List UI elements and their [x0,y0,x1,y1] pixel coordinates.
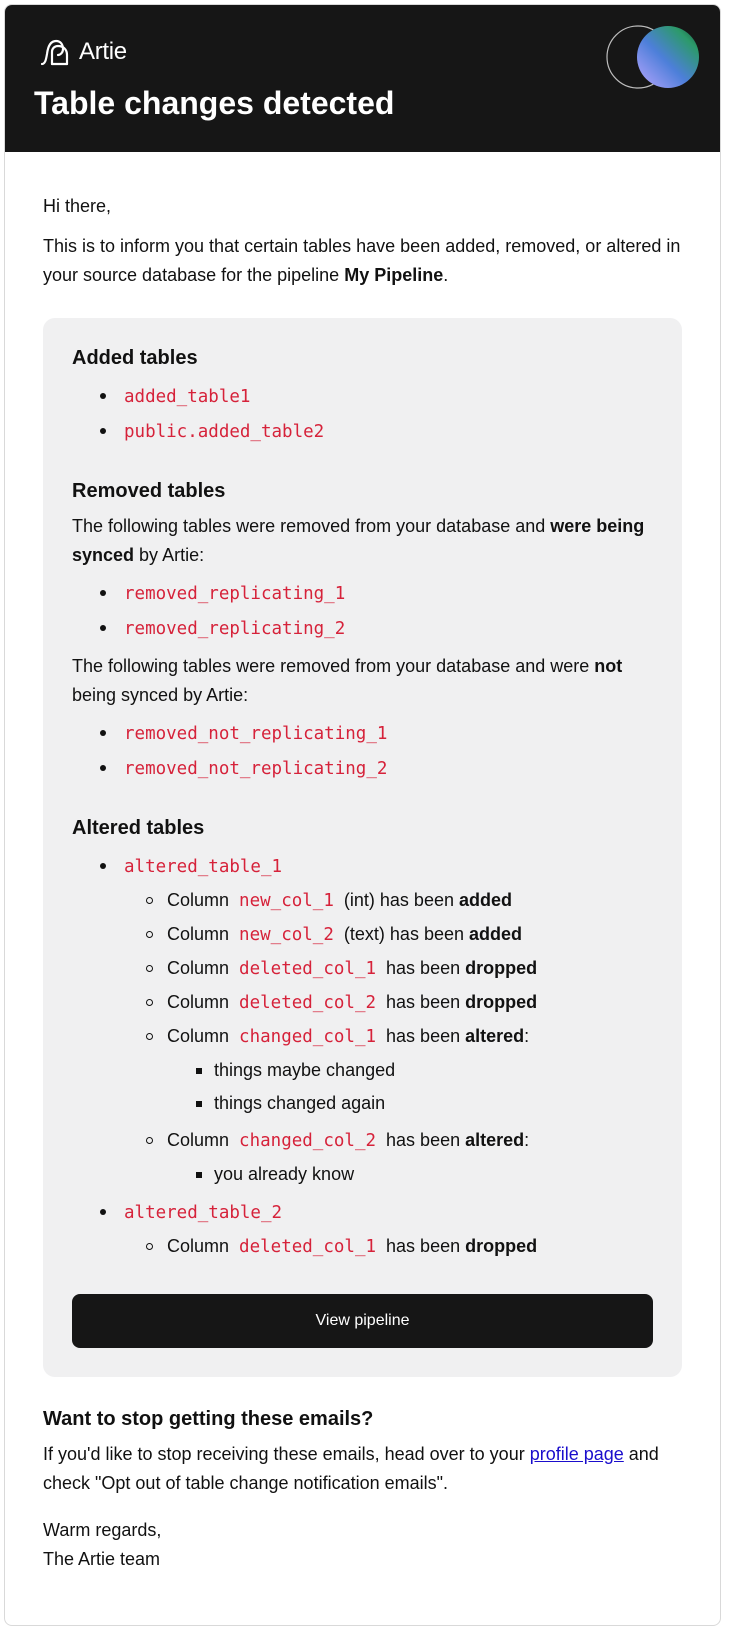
change-details-list [167,1054,653,1120]
opt-out-heading: Want to stop getting these emails? [43,1408,374,1430]
change-phrase: has been [386,1026,461,1046]
column-name: new_col_2 [239,925,334,945]
column-word: Column [167,992,230,1012]
signature: The Artie team [43,1549,161,1569]
greeting: Hi there, [43,196,112,216]
column-change [124,1230,653,1264]
brand-name: Artie [79,38,127,65]
change-action: added [469,924,523,944]
removed-synced-text: The following tables were removed from your database and [72,516,551,536]
removed-tables-heading: Removed tables [72,480,226,502]
removed-not-synced-bold: not [594,656,623,676]
removed-not-synced-paragraph [72,652,653,710]
altered-tables-list [72,849,653,1264]
column-name: new_col_1 [239,891,334,911]
column-word: Column [167,890,230,910]
pipeline-name: My Pipeline [344,265,444,285]
removed-synced-paragraph [72,512,653,570]
column-change [124,1124,653,1191]
table-name: altered_table_1 [124,857,283,877]
column-type: (text) [343,924,385,944]
column-change [124,918,653,952]
change-suffix: : [524,1026,530,1046]
decorative-orb-icon [604,23,704,91]
column-name: changed_col_1 [239,1027,377,1047]
artie-logo [39,38,127,66]
table-name: altered_table_2 [124,1203,283,1223]
change-action: dropped [465,958,538,978]
column-changes-list [72,884,653,1191]
table-name: removed_not_replicating_1 [124,724,388,744]
column-change [124,952,653,986]
column-word: Column [167,924,230,944]
change-detail: things changed again [167,1087,653,1120]
removed-not-synced-list [72,716,653,786]
change-phrase: has been [379,890,454,910]
removed-synced-bold: were being synced [72,516,645,565]
column-change [124,1020,653,1120]
change-detail: you already know [167,1158,653,1191]
change-details-list [167,1158,653,1191]
removed-synced-suffix: by Artie: [134,545,205,565]
change-phrase: has been [386,1236,461,1256]
column-change [124,884,653,918]
change-action: dropped [465,992,538,1012]
list-item [72,849,653,1191]
list-item [72,576,653,611]
list-item [72,751,653,786]
removed-not-synced-suffix: being synced by Artie: [72,685,249,705]
change-phrase: has been [386,1130,461,1150]
column-name: deleted_col_1 [239,959,377,979]
list-item [72,379,653,414]
table-name: added_table1 [124,387,251,407]
change-suffix: : [524,1130,530,1150]
table-name: removed_not_replicating_2 [124,759,388,779]
intro-text: This is to inform you that certain tables have been added, removed, or altered in your source database for the pipeline [43,236,681,285]
list-item [72,611,653,646]
column-word: Column [167,1236,230,1256]
change-action: altered [465,1026,525,1046]
table-name: public.added_table2 [124,422,325,442]
table-name: removed_replicating_1 [124,584,346,604]
column-word: Column [167,958,230,978]
column-name: changed_col_2 [239,1131,377,1151]
column-name: deleted_col_2 [239,993,377,1013]
change-action: added [459,890,513,910]
change-action: dropped [465,1236,538,1256]
email-card [4,4,721,1626]
changes-panel [43,318,682,1377]
added-tables-list [72,379,653,449]
list-item [72,414,653,449]
opt-out-text: If you'd like to stop receiving these emails, head over to your [43,1444,530,1464]
list-item [72,1195,653,1264]
change-phrase: has been [389,924,464,944]
column-changes-list [72,1230,653,1264]
column-word: Column [167,1130,230,1150]
change-phrase: has been [386,992,461,1012]
column-name: deleted_col_1 [239,1237,377,1257]
added-tables-heading: Added tables [72,347,198,369]
change-action: altered [465,1130,525,1150]
change-phrase: has been [386,958,461,978]
profile-page-link[interactable]: profile page [529,1444,624,1464]
view-pipeline-button[interactable]: View pipeline [72,1294,653,1348]
intro-paragraph [43,232,682,290]
intro-period: . [443,265,449,285]
removed-synced-list [72,576,653,646]
altered-tables-heading: Altered tables [72,817,205,839]
opt-out-paragraph [43,1440,682,1498]
opt-out-text-after: and check "Opt out of table change notification emails". [43,1444,659,1493]
column-type: (int) [343,890,375,910]
artie-logo-icon [39,38,73,66]
removed-not-synced-text: The following tables were removed from your database and were [72,656,595,676]
email-body [5,192,720,1574]
change-detail: things maybe changed [167,1054,653,1087]
page-title: Table changes detected [34,85,395,121]
list-item [72,716,653,751]
column-word: Column [167,1026,230,1046]
table-name: removed_replicating_2 [124,619,346,639]
regards: Warm regards, [43,1520,162,1540]
email-header [5,5,720,152]
column-change [124,986,653,1020]
